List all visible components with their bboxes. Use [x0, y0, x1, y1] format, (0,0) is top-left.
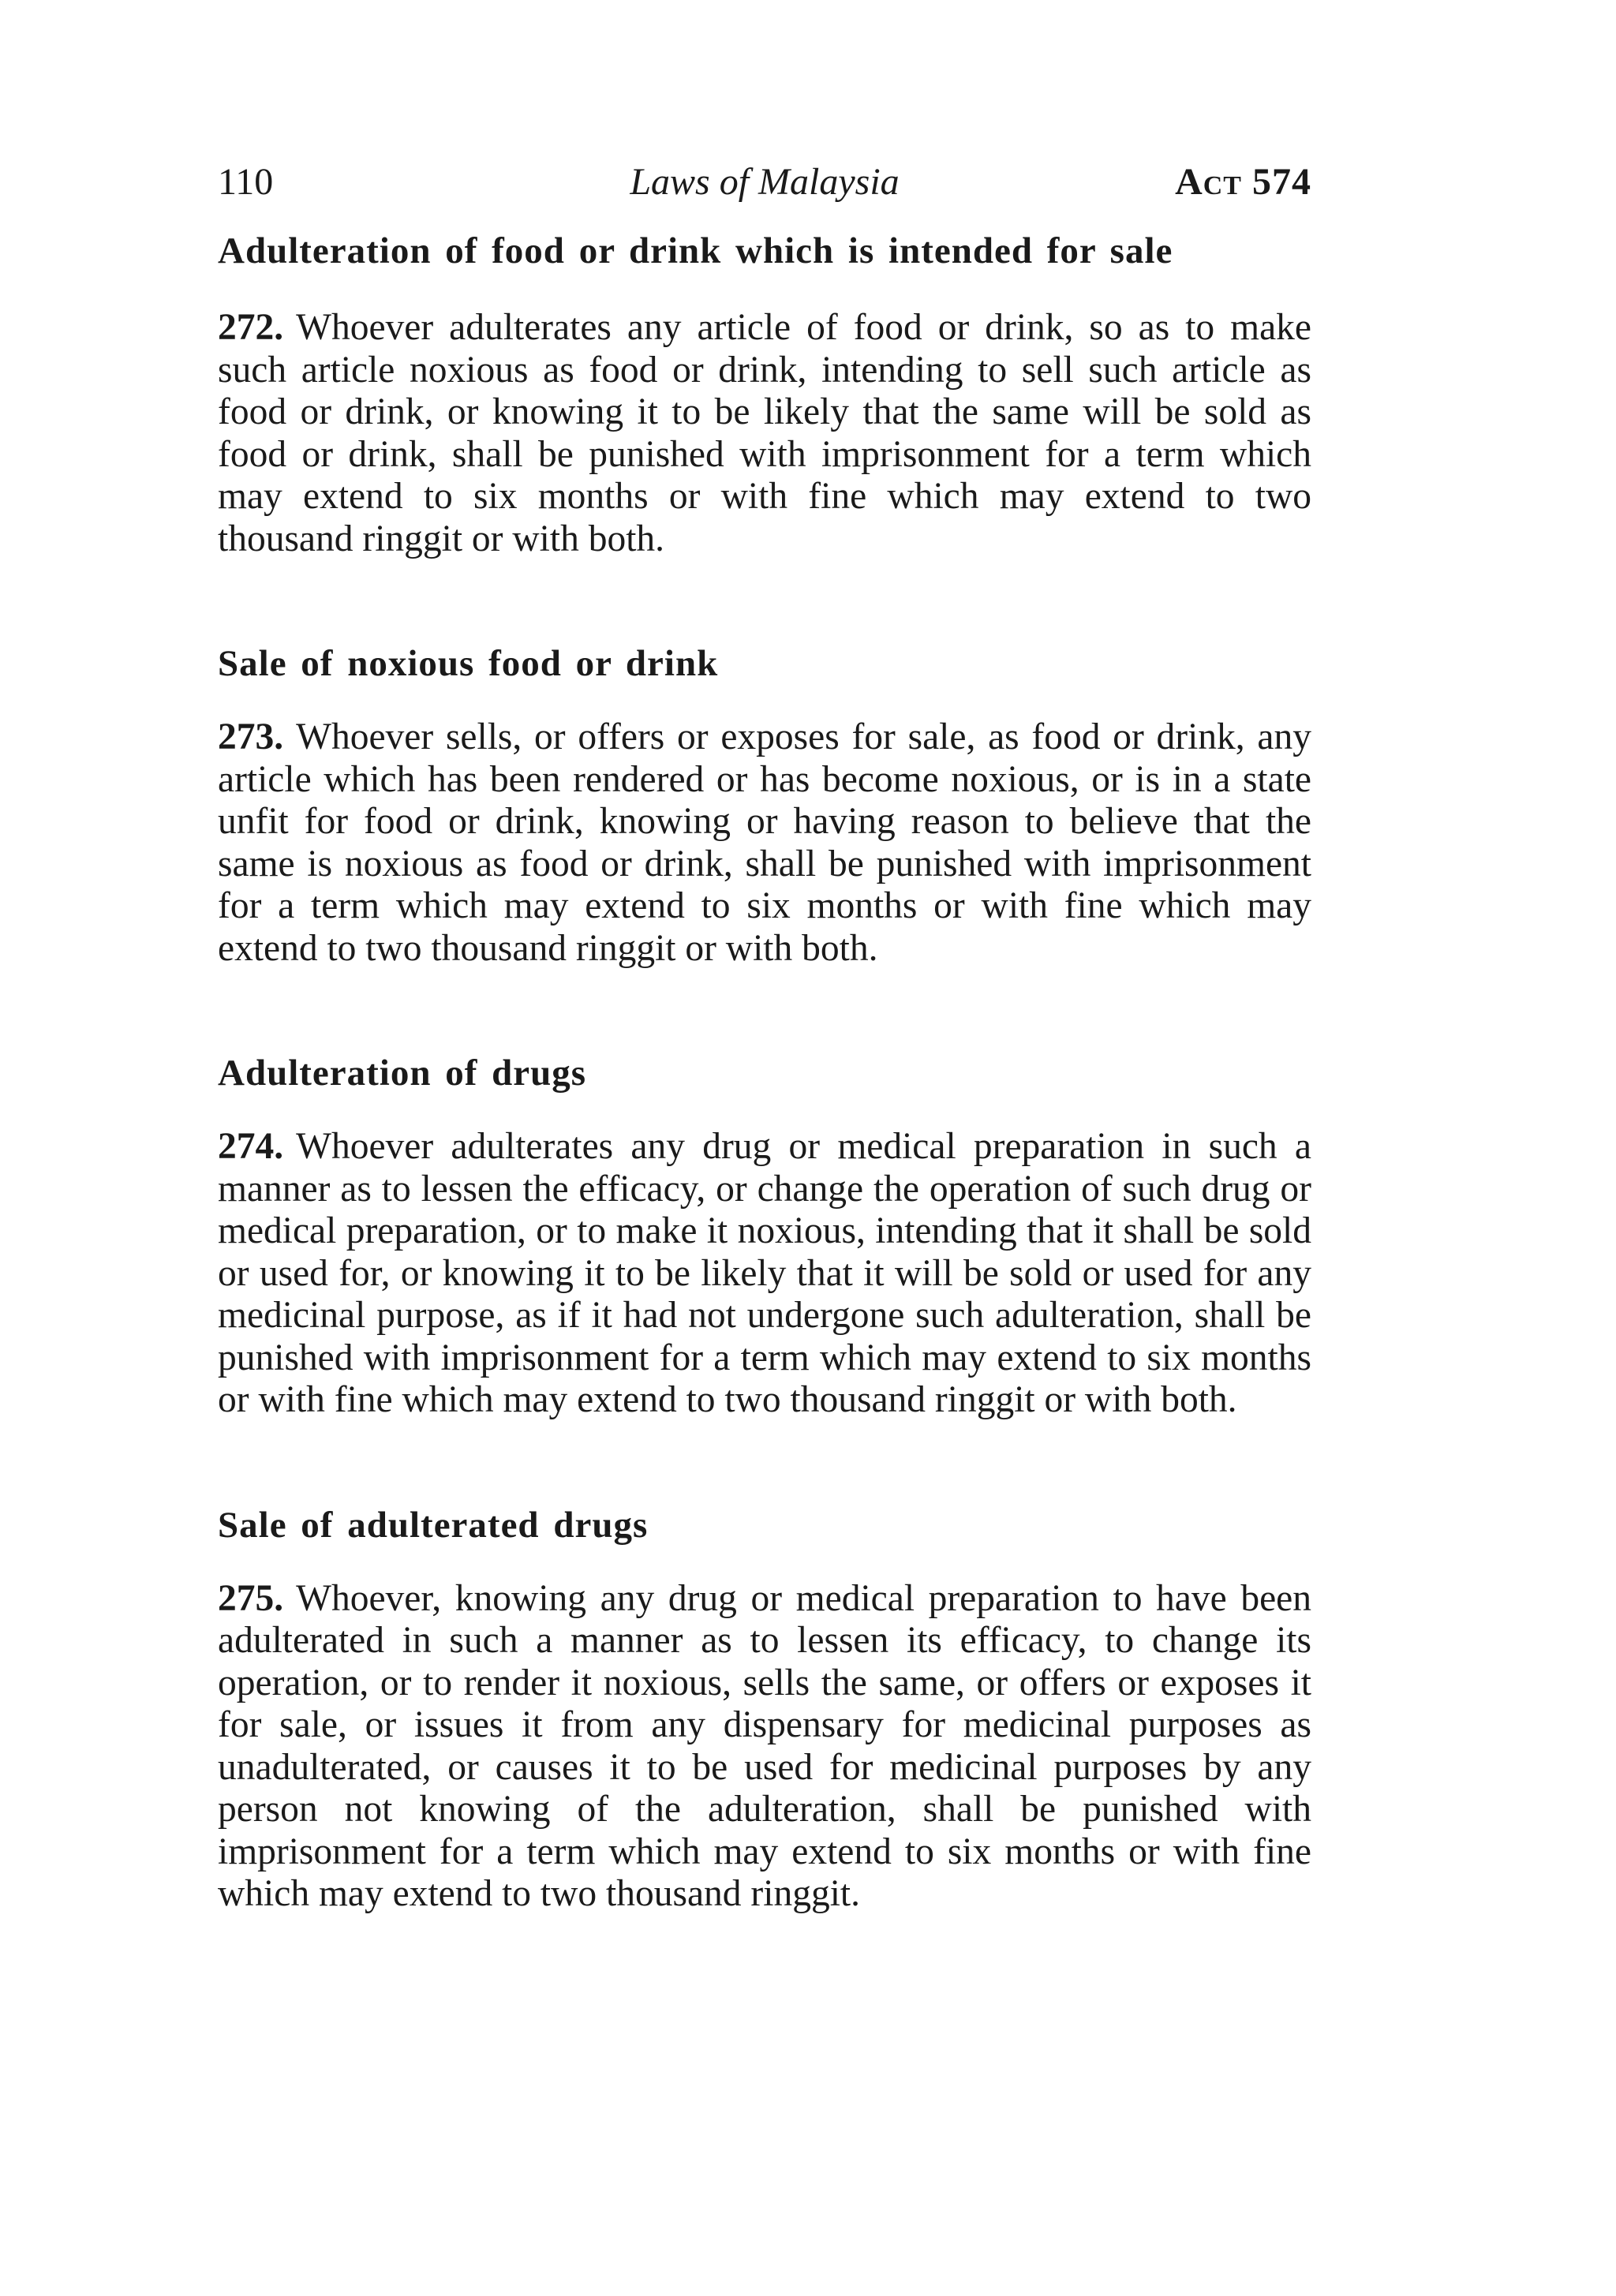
section-272-text: Whoever adulterates any article of food or drink, so as to make such article noxious as food or drink, intending to sell such article as food or drink, or knowing it to be likely that the same will be sold as food or drink, shall be punished with imprisonment for a term which may extend to six months or with fine which may extend to two thousand ringgit or with both.: [218, 307, 1311, 559]
section-272-body: [218, 307, 1311, 560]
book-title: Laws of Malaysia: [630, 161, 900, 203]
section-275-heading: Sale of adulterated drugs: [218, 1504, 649, 1546]
section-275-number: 275.: [218, 1577, 284, 1619]
section-272-number: 272.: [218, 307, 284, 348]
section-275-text: Whoever, knowing any drug or medical preparation to have been adulterated in such a manner as to lessen its efficacy, to change its operation, or to render it noxious, sells the same, or offers or exposes it for sale, or issues it from any dispensary for medicinal purposes as unadulterated, or causes it to be used for medicinal purposes by any person not knowing of the adulteration, shall be punished with imprisonment for a term which may extend to six months or with fine which may extend to two thousand ringgit.: [218, 1577, 1311, 1914]
section-274-heading: Adulteration of drugs: [218, 1053, 587, 1094]
section-273-text: Whoever sells, or offers or exposes for sale, as food or drink, any article which has been rendered or has become noxious, or is in a state unfit for food or drink, knowing or having reason to believe that the same is noxious as food or drink, shall be punished with imprisonment for a term which may extend to six months or with fine which may extend to two thousand ringgit or with both.: [218, 716, 1311, 969]
page-number: 110: [218, 161, 274, 203]
section-274-text: Whoever adulterates any drug or medical preparation in such a manner as to lessen the efficacy, or change the operation of such drug or medical preparation, or to make it noxious, intending that it shall be sold or used for, or knowing it to be likely that it will be sold or used for any medicinal purpose, as if it had not undergone such adulteration, shall be punished with imprisonment for a term which may extend to six months or with fine which may extend to two thousand ringgit or with both.: [218, 1126, 1311, 1420]
section-273-heading: Sale of noxious food or drink: [218, 643, 719, 684]
section-273-number: 273.: [218, 716, 284, 757]
section-274-body: [218, 1126, 1311, 1422]
section-275-body: [218, 1578, 1311, 1916]
running-header: [218, 158, 1311, 207]
section-273-body: [218, 716, 1311, 970]
section-272-heading: Adulteration of food or drink which is intended for sale: [218, 230, 1173, 271]
section-274-number: 274.: [218, 1126, 284, 1167]
act-label: Act 574: [1175, 161, 1311, 203]
document-page: [218, 158, 1311, 1916]
